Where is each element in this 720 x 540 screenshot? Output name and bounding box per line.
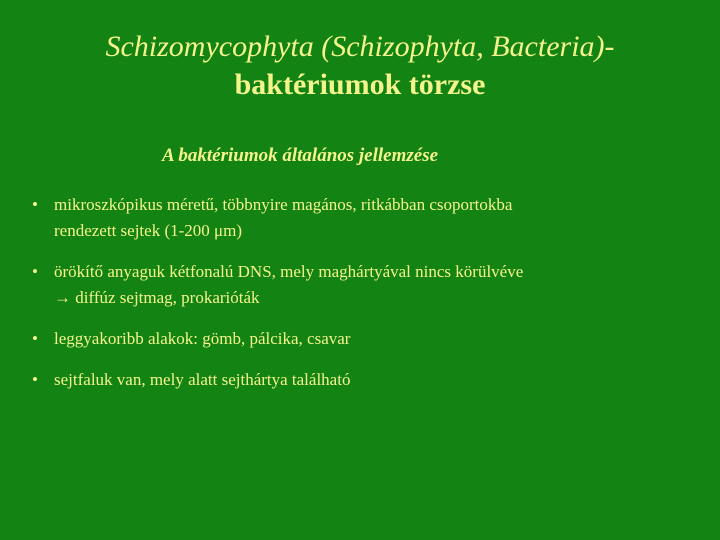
bullet-dot: • bbox=[32, 329, 38, 348]
bullet-text-line: mikroszkópikus méretű, többnyire magános, ritkábban csoportokba bbox=[54, 195, 513, 214]
bullet-text-line: örökítő anyaguk kétfonalú DNS, mely maghártyával nincs körülvéve bbox=[54, 262, 524, 281]
bullet-item bbox=[32, 367, 692, 393]
title-line-1: Schizomycophyta (Schizophyta, Bacteria)- bbox=[105, 30, 615, 63]
bullet-dot: • bbox=[32, 262, 38, 281]
slide-title bbox=[0, 28, 720, 104]
title-line-2: baktériumok törzse bbox=[234, 68, 486, 101]
bullet-dot: • bbox=[32, 370, 38, 389]
bullet-item bbox=[32, 259, 692, 311]
bullet-dot: • bbox=[32, 195, 38, 214]
bullet-text-line: → diffúz sejtmag, prokarióták bbox=[54, 288, 260, 307]
bullet-text-line: rendezett sejtek (1-200 μm) bbox=[54, 221, 243, 240]
slide-subtitle: A baktériumok általános jellemzése bbox=[162, 145, 439, 166]
bullet-item bbox=[32, 192, 692, 244]
bullet-text-line: sejtfaluk van, mely alatt sejthártya található bbox=[54, 370, 351, 389]
bullet-item bbox=[32, 326, 692, 352]
bullet-list bbox=[32, 192, 692, 408]
bullet-text-line: leggyakoribb alakok: gömb, pálcika, csavar bbox=[54, 329, 351, 348]
